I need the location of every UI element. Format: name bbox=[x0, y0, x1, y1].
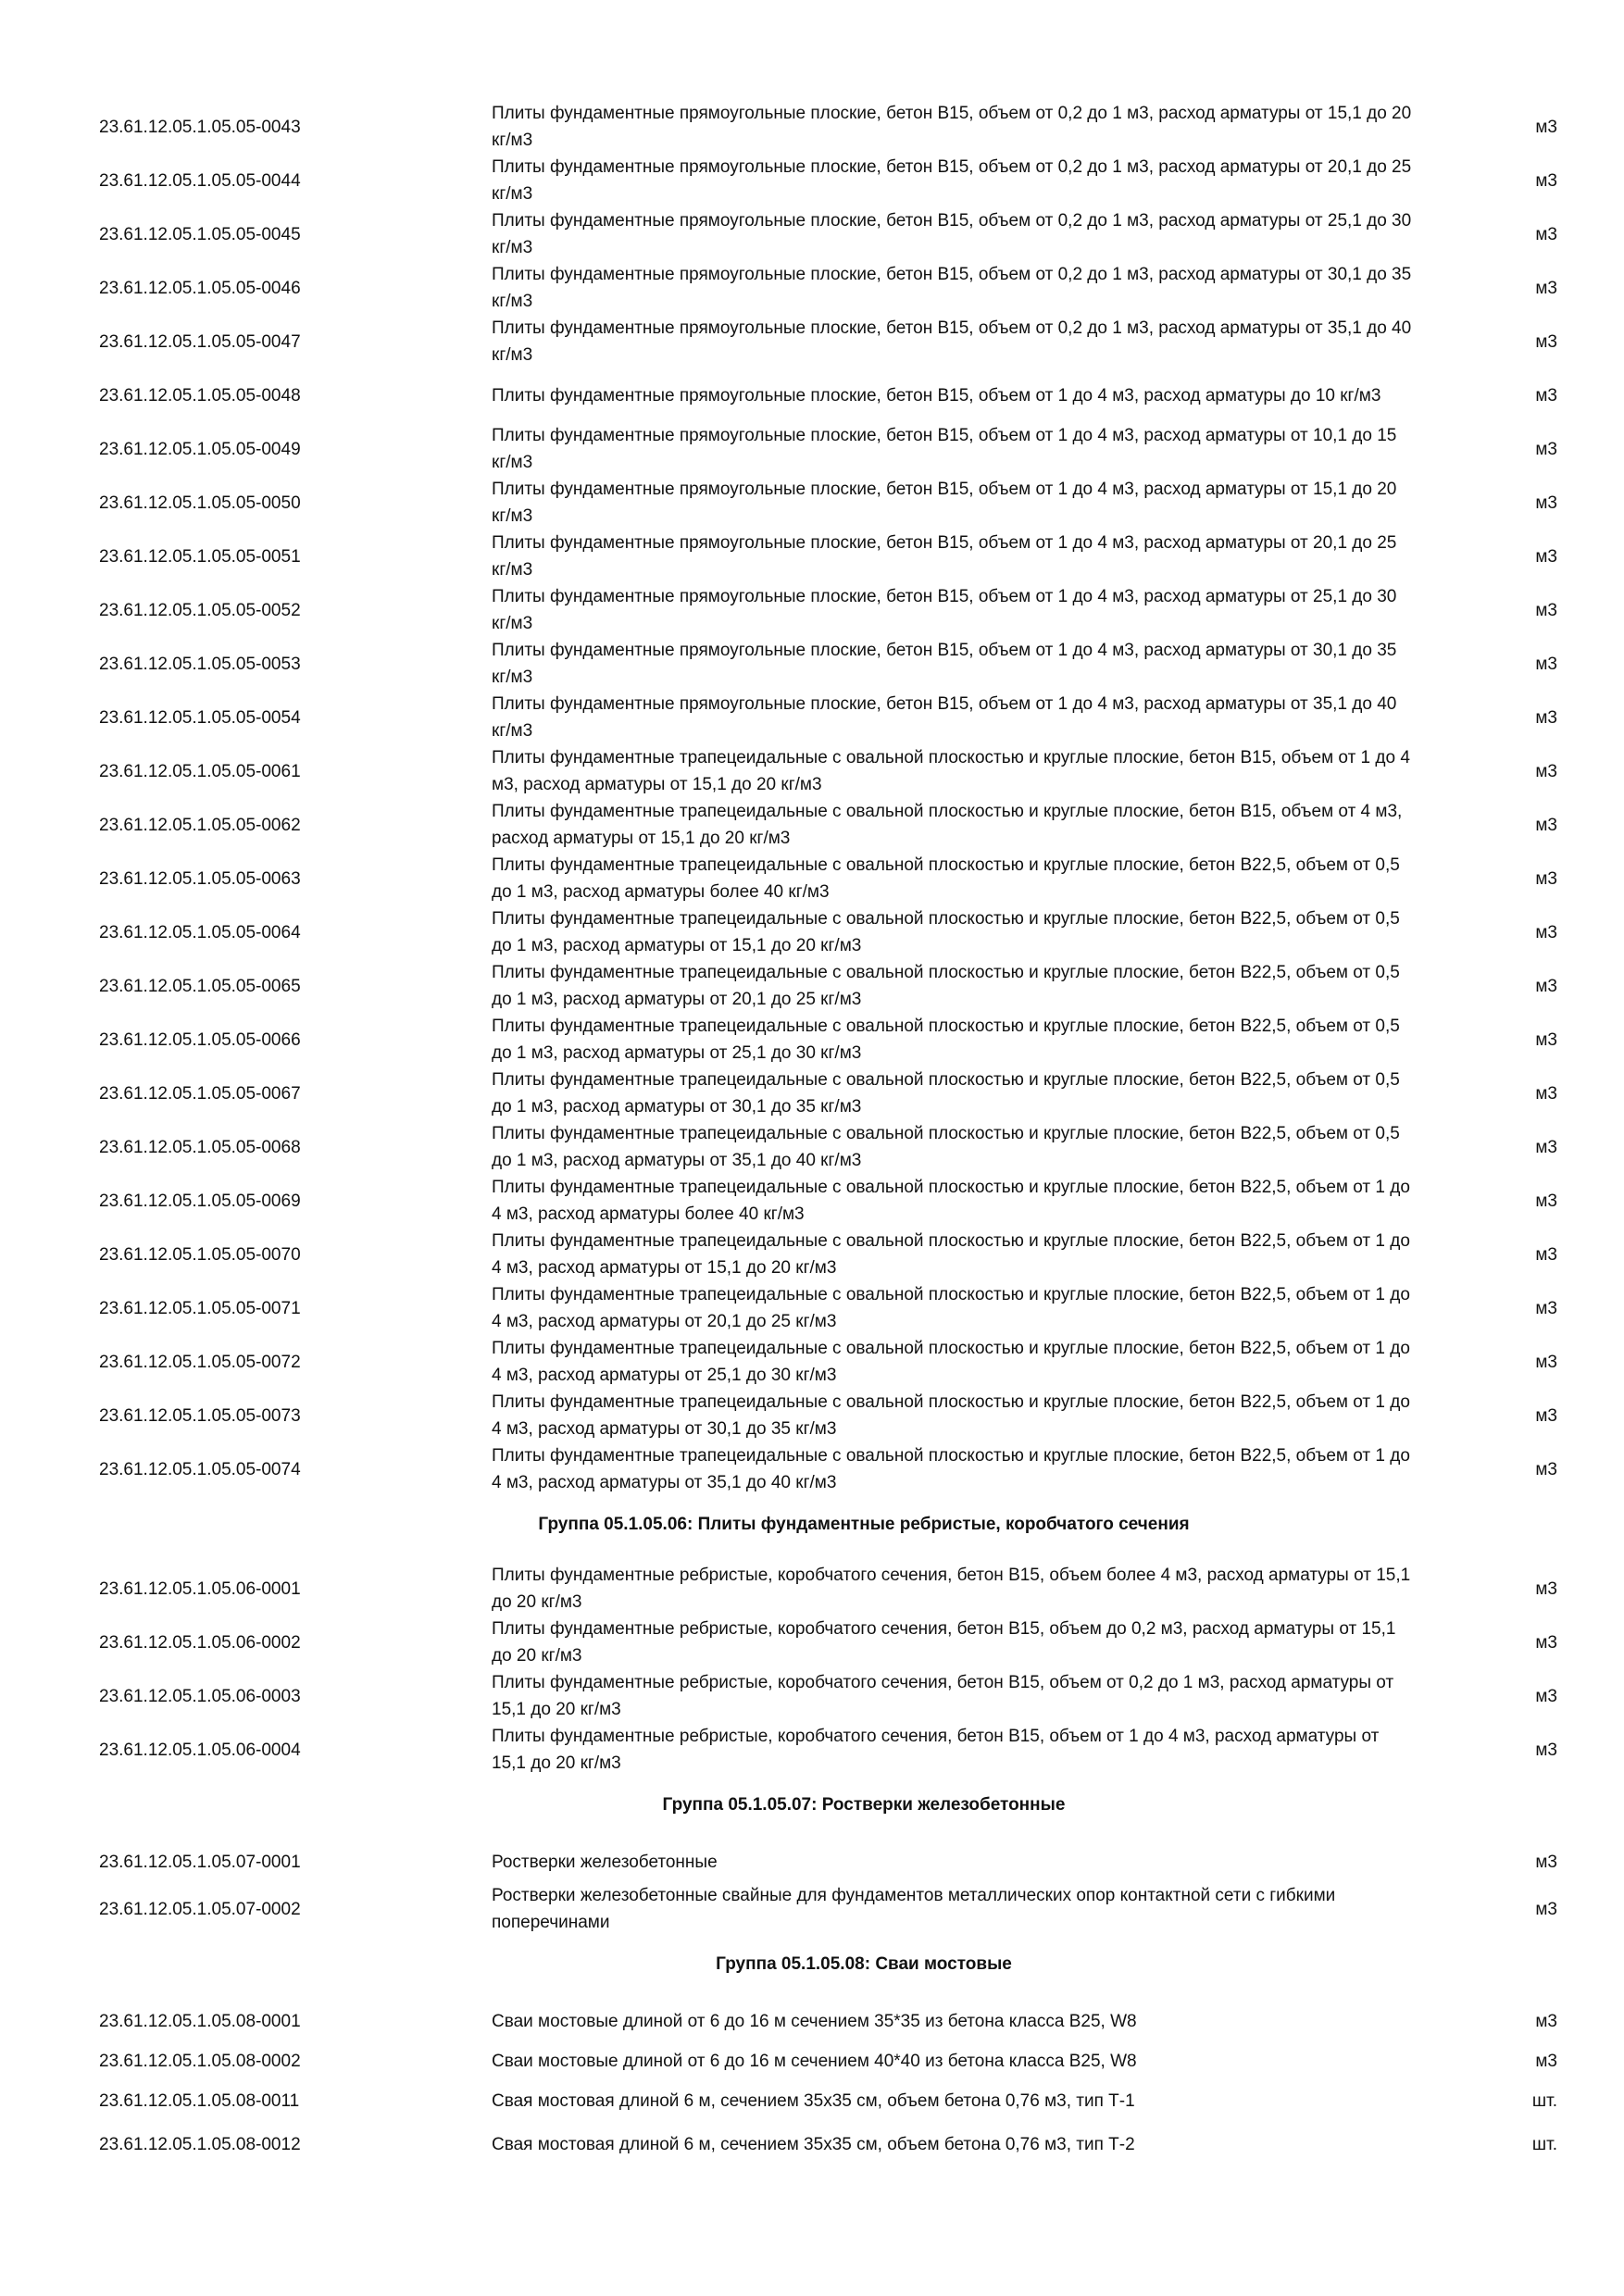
resource-description-cell bbox=[393, 905, 1400, 959]
table-row bbox=[0, 691, 1624, 744]
unit-of-measure: м3 bbox=[1535, 600, 1557, 620]
resource-description-cell bbox=[393, 1389, 1410, 1442]
unit-of-measure: м3 bbox=[1535, 707, 1557, 728]
unit-of-measure: м3 bbox=[1535, 493, 1557, 513]
resource-code: 23.61.12.05.1.05.05-0066 bbox=[99, 1029, 301, 1050]
resource-description: Плиты фундаментные трапецеидальные с овальной плоскостью и круглые плоские, бетон В22,5, объем от 1 до 4 м3, расход арматуры от 15,1 до 20 кг/м3 bbox=[492, 1231, 1410, 1278]
resource-description: Плиты фундаментные прямоугольные плоские, бетон В15, объем от 0,2 до 1 м3, расход арматуры от 15,1 до 20 кг/м3 bbox=[492, 104, 1412, 150]
resource-description: Плиты фундаментные прямоугольные плоские, бетон В15, объем от 1 до 4 м3, расход арматуры от 30,1 до 35 кг/м3 bbox=[492, 641, 1397, 687]
resource-description: Плиты фундаментные прямоугольные плоские, бетон В15, объем от 1 до 4 м3, расход арматуры от 20,1 до 25 кг/м3 bbox=[492, 533, 1397, 580]
resource-code: 23.61.12.05.1.05.07-0002 bbox=[99, 1899, 301, 1919]
unit-of-measure: шт. bbox=[1531, 2091, 1557, 2111]
table-row bbox=[0, 1669, 1624, 1723]
resource-description-cell bbox=[393, 1013, 1400, 1067]
resource-code: 23.61.12.05.1.05.05-0067 bbox=[99, 1083, 301, 1104]
resource-code: 23.61.12.05.1.05.05-0069 bbox=[99, 1191, 301, 1211]
unit-of-measure: м3 bbox=[1535, 1899, 1557, 1919]
unit-of-measure: шт. bbox=[1531, 2134, 1557, 2154]
resource-description-cell bbox=[393, 1228, 1410, 1281]
resource-description-cell bbox=[393, 691, 1397, 744]
resource-code: 23.61.12.05.1.05.05-0047 bbox=[99, 331, 301, 352]
resource-description-cell bbox=[393, 261, 1412, 315]
table-row bbox=[0, 154, 1624, 207]
table-row bbox=[0, 1882, 1624, 1936]
table-row bbox=[0, 1723, 1624, 1777]
resource-code: 23.61.12.05.1.05.06-0004 bbox=[99, 1740, 301, 1760]
resource-description: Плиты фундаментные прямоугольные плоские, бетон В15, объем от 1 до 4 м3, расход арматуры от 15,1 до 20 кг/м3 bbox=[492, 480, 1397, 526]
table-row bbox=[0, 207, 1624, 261]
resource-description: Плиты фундаментные трапецеидальные с овальной плоскостью и круглые плоские, бетон В22,5, объем от 0,5 до 1 м3, расход арматуры от 25,1 до 30 кг/м3 bbox=[492, 1017, 1400, 1063]
resource-description-cell bbox=[393, 154, 1412, 207]
resource-code: 23.61.12.05.1.05.05-0049 bbox=[99, 439, 301, 459]
unit-of-measure: м3 bbox=[1535, 1405, 1557, 1426]
spacer bbox=[0, 1978, 1624, 2002]
table-row bbox=[0, 1389, 1624, 1442]
spacer bbox=[0, 1538, 1624, 1562]
unit-of-measure: м3 bbox=[1535, 1632, 1557, 1653]
resource-description-cell bbox=[393, 1849, 1351, 1876]
resource-code: 23.61.12.05.1.05.08-0011 bbox=[99, 2091, 300, 2111]
table-row bbox=[0, 2121, 1624, 2167]
resource-description-cell bbox=[393, 637, 1397, 691]
unit-of-measure: м3 bbox=[1535, 922, 1557, 942]
resource-description-cell bbox=[393, 959, 1400, 1013]
resource-code: 23.61.12.05.1.05.05-0071 bbox=[99, 1298, 301, 1318]
unit-of-measure: м3 bbox=[1535, 815, 1557, 835]
resource-description-cell bbox=[393, 852, 1400, 905]
resource-code: 23.61.12.05.1.05.08-0012 bbox=[99, 2134, 301, 2154]
resource-description: Плиты фундаментные ребристые, коробчатого сечения, бетон В15, объем от 1 до 4 м3, расход арматуры от 15,1 до 20 кг/м3 bbox=[492, 1727, 1380, 1773]
resource-description-cell bbox=[393, 2048, 1351, 2075]
resource-description: Плиты фундаментные прямоугольные плоские, бетон В15, объем от 0,2 до 1 м3, расход арматуры от 30,1 до 35 кг/м3 bbox=[492, 265, 1412, 311]
resource-description: Плиты фундаментные трапецеидальные с овальной плоскостью и круглые плоские, бетон В22,5, объем от 1 до 4 м3, расход арматуры более 40 кг/м3 bbox=[492, 1178, 1410, 1224]
unit-of-measure: м3 bbox=[1535, 1740, 1557, 1760]
resource-description: Плиты фундаментные прямоугольные плоские, бетон В15, объем от 1 до 4 м3, расход арматуры до 10 кг/м3 bbox=[492, 385, 1381, 406]
table-row bbox=[0, 1442, 1624, 1496]
resource-description-cell bbox=[393, 1281, 1410, 1335]
resource-code: 23.61.12.05.1.05.06-0002 bbox=[99, 1632, 301, 1653]
resource-code: 23.61.12.05.1.05.08-0002 bbox=[99, 2052, 301, 2071]
table-row bbox=[0, 798, 1624, 852]
table-row bbox=[0, 583, 1624, 637]
resource-description: Ростверки железобетонные свайные для фундаментов металлических опор контактной сети с гибкими поперечинами bbox=[492, 1886, 1336, 1932]
resource-code: 23.61.12.05.1.05.05-0044 bbox=[99, 170, 301, 191]
resource-description: Плиты фундаментные прямоугольные плоские, бетон В15, объем от 1 до 4 м3, расход арматуры от 35,1 до 40 кг/м3 bbox=[492, 694, 1397, 741]
resource-description: Плиты фундаментные прямоугольные плоские, бетон В15, объем от 0,2 до 1 м3, расход арматуры от 25,1 до 30 кг/м3 bbox=[492, 211, 1412, 257]
resource-description-cell bbox=[393, 315, 1412, 368]
unit-of-measure: м3 bbox=[1535, 868, 1557, 889]
spacer bbox=[0, 1936, 1624, 1951]
resource-description-cell bbox=[393, 1882, 1351, 1936]
resource-description: Плиты фундаментные трапецеидальные с овальной плоскостью и круглые плоские, бетон В22,5, объем от 1 до 4 м3, расход арматуры от 35,1 до 40 кг/м3 bbox=[492, 1446, 1410, 1492]
unit-of-measure: м3 bbox=[1535, 170, 1557, 191]
resource-description: Плиты фундаментные прямоугольные плоские, бетон В15, объем от 1 до 4 м3, расход арматуры от 10,1 до 15 кг/м3 bbox=[492, 426, 1397, 472]
table-row bbox=[0, 476, 1624, 530]
resource-description: Плиты фундаментные трапецеидальные с овальной плоскостью и круглые плоские, бетон В22,5, объем от 0,5 до 1 м3, расход арматуры от 15,1 до 20 кг/м3 bbox=[492, 909, 1400, 955]
resource-description-cell bbox=[393, 583, 1397, 637]
resource-code: 23.61.12.05.1.05.08-0001 bbox=[99, 2012, 301, 2031]
unit-of-measure: м3 bbox=[1535, 278, 1557, 298]
resource-code: 23.61.12.05.1.05.05-0048 bbox=[99, 385, 301, 406]
resource-description: Плиты фундаментные прямоугольные плоские, бетон В15, объем от 1 до 4 м3, расход арматуры от 25,1 до 30 кг/м3 bbox=[492, 587, 1397, 633]
resource-description: Плиты фундаментные ребристые, коробчатого сечения, бетон В15, объем более 4 м3, расход арматуры от 15,1 до 20 кг/м3 bbox=[492, 1566, 1411, 1612]
resource-description-cell bbox=[393, 2088, 1351, 2115]
unit-of-measure: м3 bbox=[1535, 976, 1557, 996]
resource-description: Плиты фундаментные ребристые, коробчатого сечения, бетон В15, объем до 0,2 м3, расход арматуры от 15,1 до 20 кг/м3 bbox=[492, 1619, 1396, 1666]
resource-code: 23.61.12.05.1.05.05-0052 bbox=[99, 600, 301, 620]
group-heading: Группа 05.1.05.07: Ростверки железобетонные bbox=[662, 1795, 1066, 1815]
resource-description-cell bbox=[393, 744, 1410, 798]
resource-description: Плиты фундаментные трапецеидальные с овальной плоскостью и круглые плоские, бетон В22,5, объем от 0,5 до 1 м3, расход арматуры более 40 кг/м3 bbox=[492, 855, 1400, 902]
unit-of-measure: м3 bbox=[1535, 331, 1557, 352]
resource-description: Плиты фундаментные трапецеидальные с овальной плоскостью и круглые плоские, бетон В22,5, объем от 0,5 до 1 м3, расход арматуры от 35,1 до 40 кг/м3 bbox=[492, 1124, 1400, 1170]
unit-of-measure: м3 bbox=[1535, 224, 1557, 244]
resource-description-cell bbox=[393, 422, 1397, 476]
resource-code: 23.61.12.05.1.05.05-0072 bbox=[99, 1352, 301, 1372]
unit-of-measure: м3 bbox=[1535, 439, 1557, 459]
resource-description-cell bbox=[393, 1442, 1410, 1496]
unit-of-measure: м3 bbox=[1535, 1137, 1557, 1157]
resource-description: Плиты фундаментные трапецеидальные с овальной плоскостью и круглые плоские, бетон В22,5, объем от 1 до 4 м3, расход арматуры от 20,1 до 25 кг/м3 bbox=[492, 1285, 1410, 1331]
table-row bbox=[0, 637, 1624, 691]
resource-code: 23.61.12.05.1.05.05-0070 bbox=[99, 1244, 301, 1265]
spacer bbox=[0, 1496, 1624, 1511]
resource-code: 23.61.12.05.1.05.05-0064 bbox=[99, 922, 301, 942]
unit-of-measure: м3 bbox=[1535, 1191, 1557, 1211]
resource-description-cell bbox=[393, 1723, 1380, 1777]
table-row bbox=[0, 422, 1624, 476]
unit-of-measure: м3 bbox=[1535, 117, 1557, 137]
resource-description: Плиты фундаментные трапецеидальные с овальной плоскостью и круглые плоские, бетон В22,5, объем от 0,5 до 1 м3, расход арматуры от 30,1 до 35 кг/м3 bbox=[492, 1070, 1400, 1117]
resource-code: 23.61.12.05.1.05.05-0074 bbox=[99, 1459, 301, 1479]
resource-code: 23.61.12.05.1.05.05-0046 bbox=[99, 278, 301, 298]
table-row bbox=[0, 2002, 1624, 2041]
resource-code: 23.61.12.05.1.05.05-0061 bbox=[99, 761, 301, 781]
resource-code: 23.61.12.05.1.05.05-0054 bbox=[99, 707, 301, 728]
resource-description: Плиты фундаментные трапецеидальные с овальной плоскостью и круглые плоские, бетон В22,5, объем от 0,5 до 1 м3, расход арматуры от 20,1 до 25 кг/м3 bbox=[492, 963, 1400, 1009]
resource-code: 23.61.12.05.1.05.05-0068 bbox=[99, 1137, 301, 1157]
resource-description-cell bbox=[393, 1616, 1396, 1669]
resource-description-cell bbox=[393, 2131, 1351, 2158]
spacer bbox=[0, 1777, 1624, 1791]
resource-code: 23.61.12.05.1.05.05-0063 bbox=[99, 868, 301, 889]
table-row bbox=[0, 1842, 1624, 1882]
resource-description: Свая мостовая длиной 6 м, сечением 35х35 см, объем бетона 0,76 м3, тип Т-1 bbox=[492, 2091, 1135, 2111]
table-row bbox=[0, 1013, 1624, 1067]
resource-code: 23.61.12.05.1.05.07-0001 bbox=[99, 1853, 301, 1872]
resource-description-cell bbox=[393, 476, 1397, 530]
resource-description-cell bbox=[393, 798, 1403, 852]
resource-description-cell bbox=[393, 530, 1397, 583]
resource-description-cell bbox=[393, 1669, 1394, 1723]
table-row bbox=[0, 1228, 1624, 1281]
unit-of-measure: м3 bbox=[1535, 2012, 1557, 2031]
unit-of-measure: м3 bbox=[1535, 1029, 1557, 1050]
resource-code: 23.61.12.05.1.05.06-0001 bbox=[99, 1578, 301, 1599]
resource-description-cell bbox=[393, 1174, 1410, 1228]
resource-description: Плиты фундаментные трапецеидальные с овальной плоскостью и круглые плоские, бетон В22,5, объем от 1 до 4 м3, расход арматуры от 30,1 до 35 кг/м3 bbox=[492, 1392, 1410, 1439]
group-heading: Группа 05.1.05.06: Плиты фундаментные ребристые, коробчатого сечения bbox=[538, 1515, 1190, 1534]
resource-code: 23.61.12.05.1.05.05-0053 bbox=[99, 654, 301, 674]
resource-description: Сваи мостовые длиной от 6 до 16 м сечением 35*35 из бетона класса В25, W8 bbox=[492, 2012, 1137, 2031]
table-row bbox=[0, 1281, 1624, 1335]
resource-code: 23.61.12.05.1.05.05-0073 bbox=[99, 1405, 301, 1426]
group-heading: Группа 05.1.05.08: Сваи мостовые bbox=[716, 1954, 1012, 1974]
unit-of-measure: м3 bbox=[1535, 385, 1557, 406]
table-row bbox=[0, 368, 1624, 422]
resource-description-cell bbox=[393, 1562, 1411, 1616]
unit-of-measure: м3 bbox=[1535, 654, 1557, 674]
resource-description: Плиты фундаментные ребристые, коробчатого сечения, бетон В15, объем от 0,2 до 1 м3, расход арматуры от 15,1 до 20 кг/м3 bbox=[492, 1673, 1394, 1719]
resource-code: 23.61.12.05.1.05.05-0050 bbox=[99, 493, 301, 513]
resource-description: Ростверки железобетонные bbox=[492, 1853, 718, 1872]
resource-description-cell bbox=[393, 1120, 1400, 1174]
table-row bbox=[0, 959, 1624, 1013]
unit-of-measure: м3 bbox=[1535, 2052, 1557, 2071]
resource-code: 23.61.12.05.1.05.05-0065 bbox=[99, 976, 301, 996]
resource-description-cell bbox=[393, 2008, 1351, 2035]
table-row bbox=[0, 852, 1624, 905]
unit-of-measure: м3 bbox=[1535, 1578, 1557, 1599]
unit-of-measure: м3 bbox=[1535, 761, 1557, 781]
unit-of-measure: м3 bbox=[1535, 1352, 1557, 1372]
spacer bbox=[0, 1818, 1624, 1842]
unit-of-measure: м3 bbox=[1535, 546, 1557, 567]
table-row bbox=[0, 1174, 1624, 1228]
table-row bbox=[0, 2041, 1624, 2081]
unit-of-measure: м3 bbox=[1535, 1298, 1557, 1318]
resource-description-cell bbox=[393, 1067, 1400, 1120]
table-row bbox=[0, 315, 1624, 368]
table-row bbox=[0, 530, 1624, 583]
resource-description: Плиты фундаментные трапецеидальные с овальной плоскостью и круглые плоские, бетон В15, объем от 1 до 4 м3, расход арматуры от 15,1 до 20 кг/м3 bbox=[492, 748, 1410, 794]
resource-code: 23.61.12.05.1.05.05-0045 bbox=[99, 224, 301, 244]
resource-description: Плиты фундаментные трапецеидальные с овальной плоскостью и круглые плоские, бетон В15, объем от 4 м3, расход арматуры от 15,1 до 20 кг/м3 bbox=[492, 802, 1403, 848]
unit-of-measure: м3 bbox=[1535, 1083, 1557, 1104]
resource-description-cell bbox=[393, 1335, 1410, 1389]
resource-description: Свая мостовая длиной 6 м, сечением 35х35 см, объем бетона 0,76 м3, тип Т-2 bbox=[492, 2134, 1135, 2154]
resource-code: 23.61.12.05.1.05.05-0051 bbox=[99, 546, 301, 567]
unit-of-measure: м3 bbox=[1535, 1459, 1557, 1479]
table-row bbox=[0, 1067, 1624, 1120]
table-row bbox=[0, 1335, 1624, 1389]
table-row bbox=[0, 1120, 1624, 1174]
table-row bbox=[0, 744, 1624, 798]
unit-of-measure: м3 bbox=[1535, 1853, 1557, 1872]
resource-code: 23.61.12.05.1.05.05-0043 bbox=[99, 117, 301, 137]
table-row bbox=[0, 2081, 1624, 2121]
resource-code: 23.61.12.05.1.05.05-0062 bbox=[99, 815, 301, 835]
unit-of-measure: м3 bbox=[1535, 1244, 1557, 1265]
table-row bbox=[0, 100, 1624, 154]
unit-of-measure: м3 bbox=[1535, 1686, 1557, 1706]
resource-description: Плиты фундаментные прямоугольные плоские, бетон В15, объем от 0,2 до 1 м3, расход арматуры от 20,1 до 25 кг/м3 bbox=[492, 157, 1412, 204]
resource-description: Плиты фундаментные прямоугольные плоские, бетон В15, объем от 0,2 до 1 м3, расход арматуры от 35,1 до 40 кг/м3 bbox=[492, 318, 1412, 365]
table-row bbox=[0, 261, 1624, 315]
resource-description-cell bbox=[393, 207, 1412, 261]
table-row bbox=[0, 905, 1624, 959]
resource-description: Плиты фундаментные трапецеидальные с овальной плоскостью и круглые плоские, бетон В22,5, объем от 1 до 4 м3, расход арматуры от 25,1 до 30 кг/м3 bbox=[492, 1339, 1410, 1385]
table-row bbox=[0, 1616, 1624, 1669]
resource-description: Сваи мостовые длиной от 6 до 16 м сечением 40*40 из бетона класса В25, W8 bbox=[492, 2052, 1137, 2071]
resource-code: 23.61.12.05.1.05.06-0003 bbox=[99, 1686, 301, 1706]
resource-description-cell bbox=[393, 382, 1381, 409]
resource-description-cell bbox=[393, 100, 1412, 154]
table-row bbox=[0, 1562, 1624, 1616]
